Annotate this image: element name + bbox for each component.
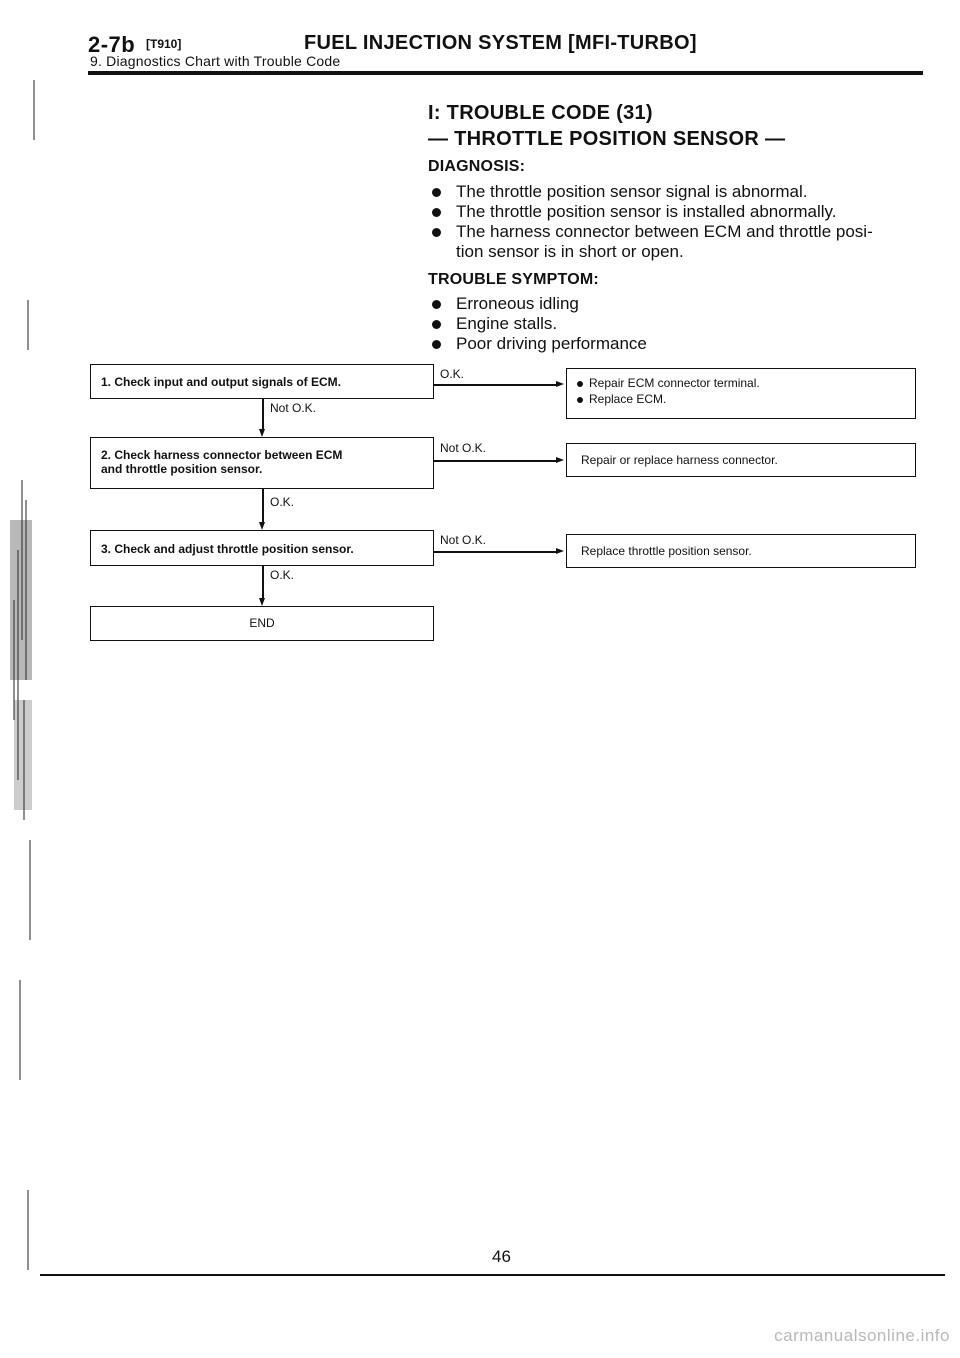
trouble-code-subtitle: — THROTTLE POSITION SENSOR — [428,128,786,150]
flow-end: END [90,606,434,641]
result-item: Replace ECM. [577,393,760,406]
arrow-right-icon [556,548,564,554]
scan-edge-artifact [0,80,40,1280]
right-label-2: Not O.K. [440,441,487,455]
down-label-1: Not O.K. [270,401,317,415]
section-code: [T910] [146,37,182,51]
bullet-icon [432,340,441,349]
result-box-3: Replace throttle position sensor. [566,534,916,568]
diagnosis-item: The throttle position sensor is installed abnormally. [430,202,930,222]
result-box-2: Repair or replace harness connector. [566,443,916,477]
result-box-1 [566,368,916,419]
bullet-icon [432,300,441,309]
watermark: carmanualsonline.info [774,1326,950,1345]
page-title: FUEL INJECTION SYSTEM [MFI-TURBO] [304,32,697,54]
right-connector-2 [434,460,556,462]
down-connector-1 [262,399,264,429]
bullet-icon [432,208,441,217]
down-label-3: O.K. [270,568,295,582]
right-label-1: O.K. [440,367,465,381]
diagnosis-list [430,182,930,262]
trouble-code-title: I: TROUBLE CODE (31) [428,102,653,124]
page-subtitle: 9. Diagnostics Chart with Trouble Code [90,53,341,69]
footer-rule [40,1274,945,1276]
section-number: 2-7b [88,32,136,57]
arrow-right-icon [556,381,564,387]
bullet-icon [577,397,583,403]
symptom-item: Poor driving performance [430,334,930,354]
flow-step-1: 1. Check input and output signals of ECM. [90,364,434,399]
page-number: 46 [492,1247,511,1266]
flow-step-2: 2. Check harness connector between ECM and throttle position sensor. [90,437,434,489]
bullet-icon [577,381,583,387]
flow-step-3: 3. Check and adjust throttle position sensor. [90,530,434,566]
symptom-item: Engine stalls. [430,314,930,334]
diagnosis-item: The throttle position sensor signal is abnormal. [430,182,930,202]
arrow-right-icon [556,457,564,463]
diagnosis-heading: DIAGNOSIS: [428,158,526,175]
arrow-down-icon [259,522,265,530]
bullet-icon [432,320,441,329]
arrow-down-icon [259,598,265,606]
right-connector-1 [434,384,556,386]
bullet-icon [432,188,441,197]
diagnosis-item: The harness connector between ECM and throttle posi- tion sensor is in short or open. [430,222,930,262]
symptom-item: Erroneous idling [430,294,930,314]
down-connector-3 [262,566,264,598]
result-item: Repair ECM connector terminal. [577,377,760,390]
arrow-down-icon [259,429,265,437]
header-rule [88,71,923,75]
down-connector-2 [262,489,264,522]
symptom-heading: TROUBLE SYMPTOM: [428,271,599,288]
right-connector-3 [434,551,556,553]
right-label-3: Not O.K. [440,533,487,547]
symptom-list [430,294,930,354]
bullet-icon [432,228,441,237]
down-label-2: O.K. [270,495,295,509]
